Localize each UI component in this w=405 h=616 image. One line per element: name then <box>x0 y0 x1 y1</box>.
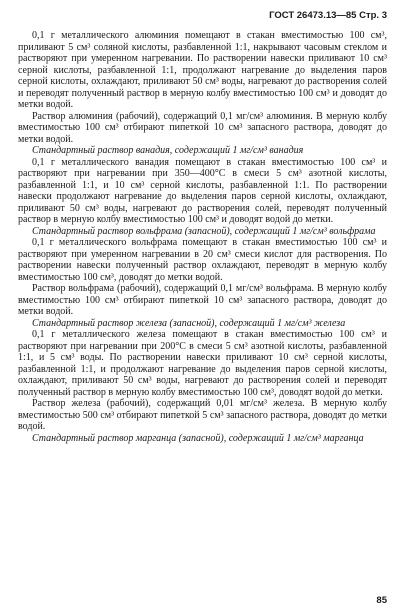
paragraph-tungsten-working: Раствор вольфрама (рабочий), содержащий 0,1 мг/см³ вольфрама. В мерную колбу вместимостью 100 см³ отбирают пипеткой 10 см³ запасного раствора, доводят до метки водой. <box>18 283 387 317</box>
page-body <box>18 30 387 444</box>
paragraph-tungsten-prep: 0,1 г металлического вольфрама помещают в стакан вместимостью 100 см³ и растворяют при умеренном нагревании в 20 см³ смеси кислот для растворения. По растворении навески полученный раствор охлаждают, переводят в мерную колбу вместимостью 100 см³, доводят до метки водой. <box>18 237 387 283</box>
page-number: 85 <box>376 595 387 606</box>
paragraph-iron-working: Раствор железа (рабочий), содержащий 0,01 мг/см³ железа. В мерную колбу вместимостью 500 см³ отбирают пипеткой 5 см³ запасного раствора, доводят до метки водой. <box>18 398 387 432</box>
running-head: ГОСТ 26473.13—85 Стр. 3 <box>269 10 387 21</box>
paragraph-aluminium-working: Раствор алюминия (рабочий), содержащий 0,1 мг/см³ алюминия. В мерную колбу вместимостью 100 см³ отбирают пипеткой 10 см³ запасного раствора, доводят до метки водой. <box>18 110 387 145</box>
heading-tungsten-standard: Стандартный раствор вольфрама (запасной), содержащий 1 мг/см³ вольфрама <box>32 225 376 237</box>
paragraph-iron-prep: 0,1 г металлического железа помещают в стакан вместимостью 100 см³ и растворяют при нагревании при 200°С в смеси 5 см³ азотной кислоты, разбавленной 1:1, и 5 см³ воды. По растворении навески приливают 10 см³ серной кислоты, разбавленной 1:1, и продолжают нагревание до выделения паров серной кислоты, охлаждают, приливают 50 см³ воды, нагревают до растворения солей и переводят полученный раствор в мерную колбу вместимостью 100 см³, доводят водой до метки. <box>18 329 387 398</box>
paragraph-aluminium-stock: 0,1 г металлического алюминия помещают в стакан вместимостью 100 см³, приливают 5 см³ соляной кислоты, разбавленной 1:1, накрывают часовым стеклом и растворяют при умеренном нагревании. По растворении навески приливают 10 см³ серной кислоты, разбавленной 1:1, продолжают нагревание до выделения паров серной кислоты, охлаждают, приливают 50 см³ воды, нагревают до растворения солей и переводят полученный раствор в мерную колбу вместимостью 100 см³ и доводят до метки водой. <box>18 30 387 110</box>
heading-manganese-standard: Стандартный раствор марганца (запасной), содержащий 1 мг/см³ марганца <box>32 432 364 444</box>
paragraph-vanadium-prep: 0,1 г металлического ванадия помещают в стакан вместимостью 100 см³ и растворяют при нагревании при 350—400°С в смеси 5 см³ азотной кислоты, разбавленной 1:1, и 10 см³ серной кислоты, разбавленной 1:1. По растворении навески продолжают нагревание до выделения паров серной кислоты, охлаждают, приливают 50 см³ воды, нагревают до растворения солей, переводят полученный раствор в мерную колбу вместимостью 100 см³ и доводят водой до метки. <box>18 156 387 225</box>
heading-vanadium-standard: Стандартный раствор ванадия, содержащий 1 мг/см³ ванадия <box>32 145 304 156</box>
heading-iron-standard: Стандартный раствор железа (запасной), содержащий 1 мг/см³ железа <box>32 317 346 329</box>
